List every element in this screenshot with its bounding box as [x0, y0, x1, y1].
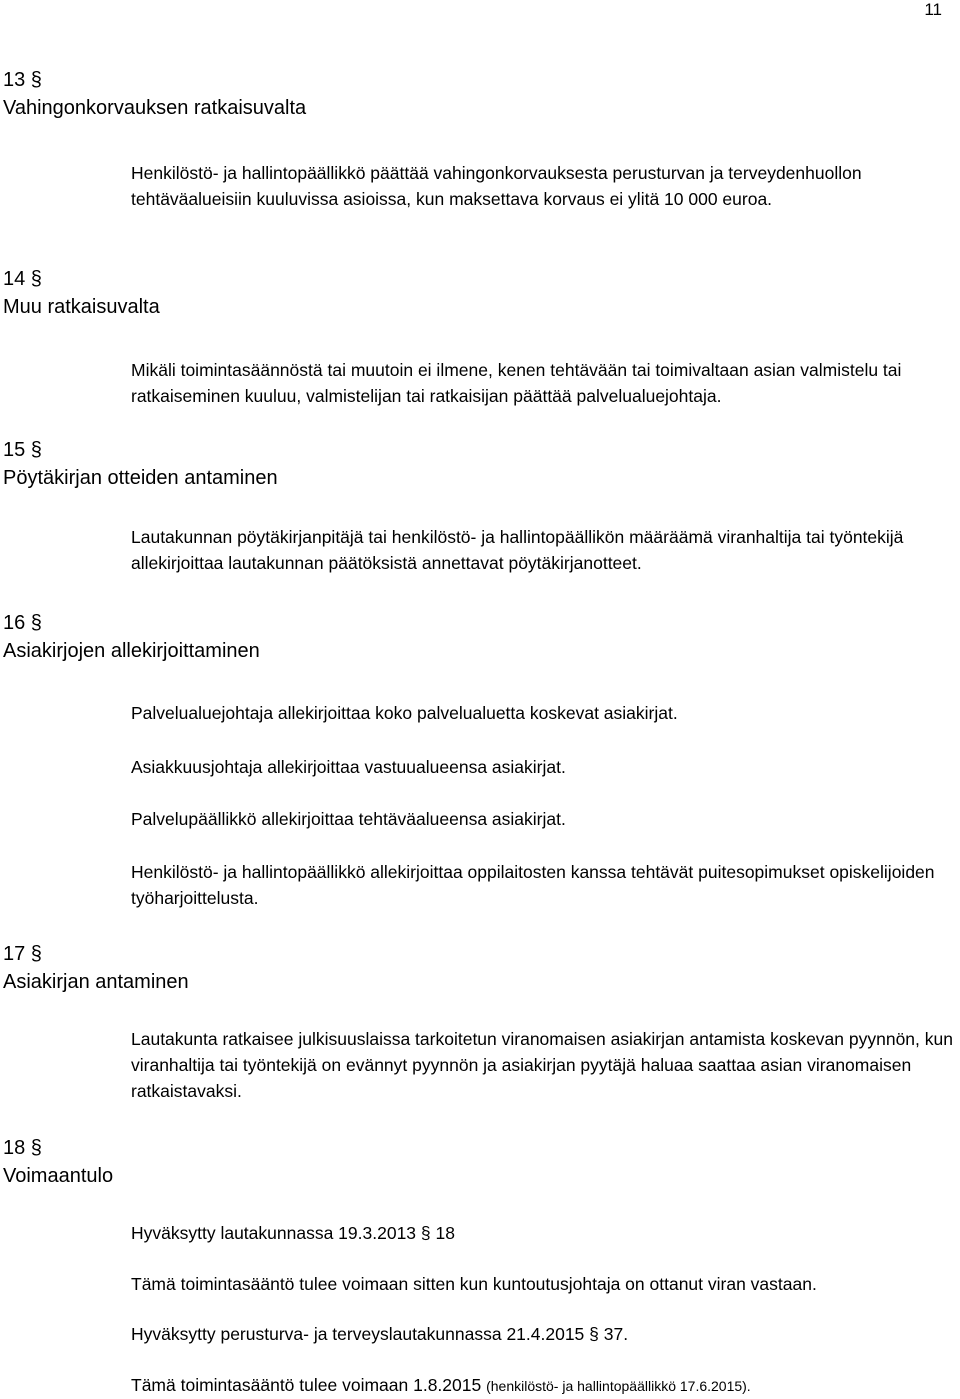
paragraph: Mikäli toimintasäännöstä tai muutoin ei ilmene, kenen tehtävään tai toimivaltaan asian valmistelu tai ratkaiseminen kuuluu, valmistelijan tai ratkaisijan päättää palvelualuejohtaja. [131, 360, 902, 406]
paragraph: Henkilöstö- ja hallintopäällikkö allekirjoittaa oppilaitosten kanssa tehtävät puitesopimukset opiskelijoiden työharjoittelusta. [131, 862, 935, 908]
section-title: Asiakirjojen allekirjoittaminen [3, 640, 260, 662]
section-number: 17 § [3, 943, 42, 965]
effective-date-text: Tämä toimintasääntö tulee voimaan 1.8.2015 [131, 1375, 482, 1395]
section-number: 16 § [3, 612, 42, 634]
section-17-heading [3, 940, 189, 996]
section-13-heading [3, 66, 306, 122]
section-title: Asiakirjan antaminen [3, 971, 189, 993]
paragraph: Lautakunnan pöytäkirjanpitäjä tai henkilöstö- ja hallintopäällikön määräämä viranhaltija tai työntekijä allekirjoittaa lautakunnan päätöksistä annettavat pöytäkirjanotteet. [131, 527, 904, 573]
section-title: Muu ratkaisuvalta [3, 296, 160, 318]
section-15-heading [3, 436, 278, 492]
section-title: Voimaantulo [3, 1165, 114, 1187]
section-title: Vahingonkorvauksen ratkaisuvalta [3, 97, 307, 119]
paragraph: Henkilöstö- ja hallintopäällikkö päättää vahingonkorvauksesta perusturvan ja terveydenhuollon tehtäväalueisiin kuuluvissa asioissa, kun maksettava korvaus ei ylitä 10 000 euroa. [131, 163, 862, 209]
section-18-heading [3, 1134, 113, 1190]
paragraph: Asiakkuusjohtaja allekirjoittaa vastuualueensa asiakirjat. [131, 757, 566, 777]
effective-date-note: (henkilöstö- ja hallintopäällikkö 17.6.2015). [486, 1378, 751, 1394]
paragraph: Hyväksytty perusturva- ja terveyslautakunnassa 21.4.2015 § 37. [131, 1324, 629, 1344]
paragraph-effective-date [131, 1372, 957, 1399]
paragraph: Palvelupäällikkö allekirjoittaa tehtäväalueensa asiakirjat. [131, 809, 566, 829]
paragraph: Hyväksytty lautakunnassa 19.3.2013 § 18 [131, 1223, 455, 1243]
section-number: 13 § [3, 69, 42, 91]
page-number: 11 [924, 0, 942, 19]
section-number: 18 § [3, 1137, 42, 1159]
paragraph: Palvelualuejohtaja allekirjoittaa koko palvelualuetta koskevat asiakirjat. [131, 703, 678, 723]
section-number: 15 § [3, 439, 42, 461]
paragraph: Tämä toimintasääntö tulee voimaan sitten kun kuntoutusjohtaja on ottanut viran vastaan. [131, 1274, 817, 1294]
section-number: 14 § [3, 268, 42, 290]
paragraph: Lautakunta ratkaisee julkisuuslaissa tarkoitetun viranomaisen asiakirjan antamista koskevan pyynnön, kun viranhaltija tai työntekijä on evännyt pyynnön ja asiakirjan pyytäjä haluaa saattaa asian viranomaisen ratkaistavaksi. [131, 1029, 953, 1101]
section-16-heading [3, 609, 260, 665]
section-14-heading [3, 265, 160, 321]
section-title: Pöytäkirjan otteiden antaminen [3, 467, 278, 489]
